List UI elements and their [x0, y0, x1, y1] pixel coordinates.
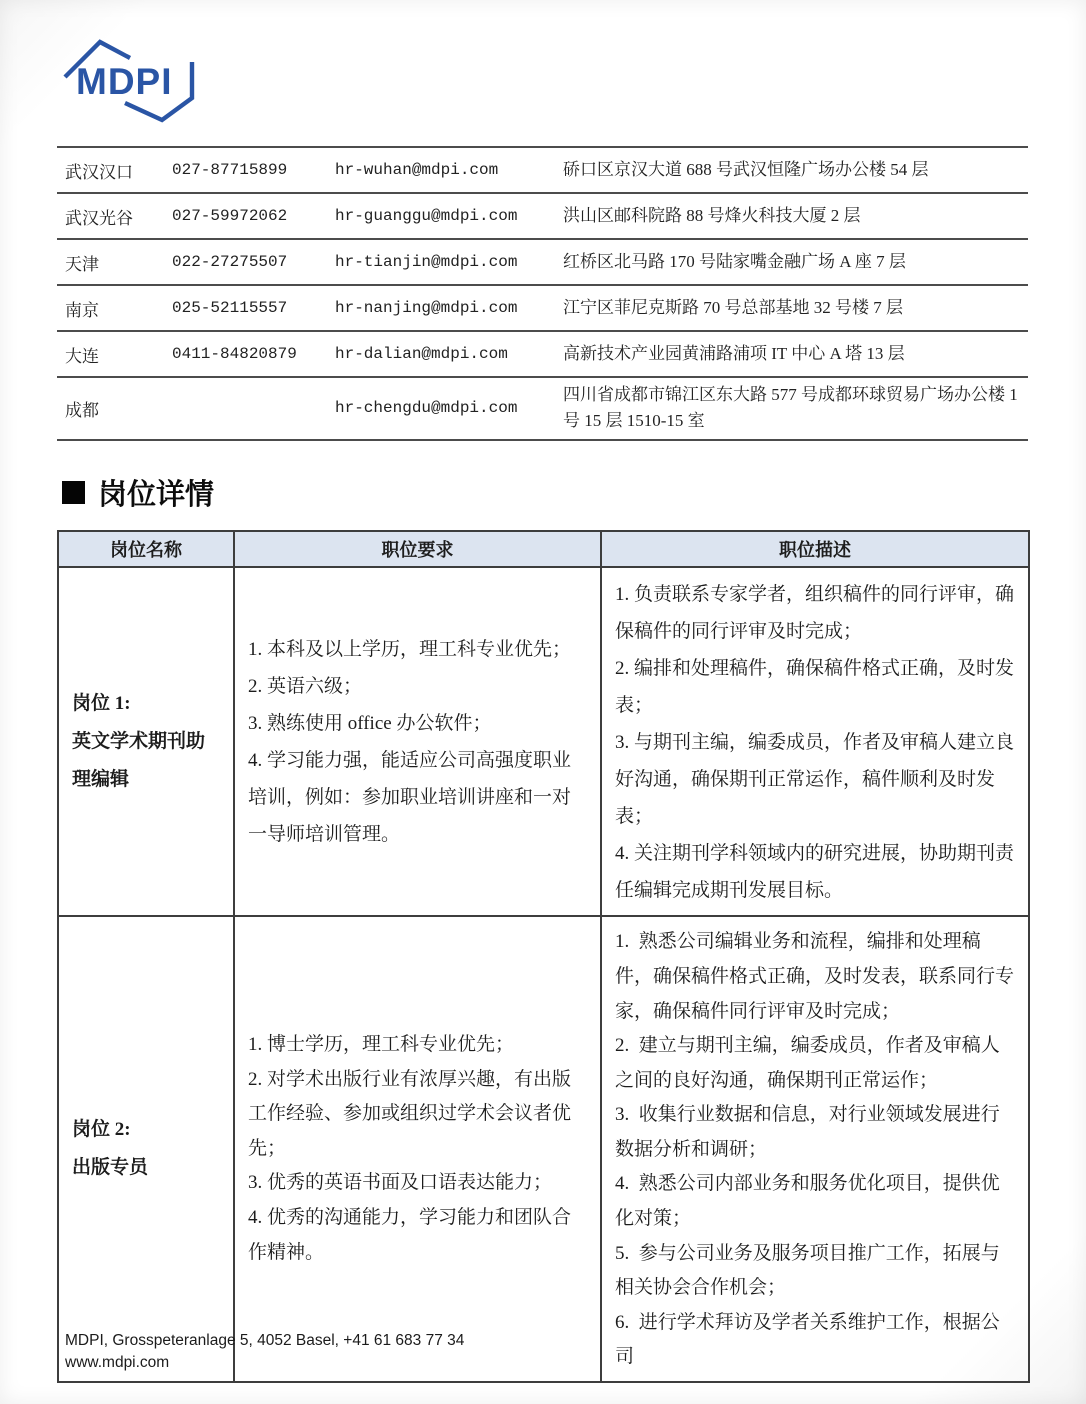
requirement-item: 4. 优秀的沟通能力，学习能力和团队合作精神。 — [248, 1207, 572, 1263]
description-item: 4. 关注期刊学科领域内的研究进展，协助期刊责任编辑完成期刊发展目标。 — [615, 843, 1015, 902]
office-city: 天津 — [57, 239, 164, 285]
job-description-cell — [601, 567, 1029, 916]
description-item: 6. 进行学术拜访及学者关系维护工作，根据公司 — [615, 1311, 1000, 1368]
requirement-item: 2. 对学术出版行业有浓厚兴趣，有出版工作经验、参加或组织过学术会议者优先； — [248, 1068, 572, 1159]
job-table-header-row — [58, 531, 1029, 567]
office-address: 硚口区京汉大道 688 号武汉恒隆广场办公楼 54 层 — [555, 147, 1028, 193]
office-address: 高新技术产业园黄浦路浦项 IT 中心 A 塔 13 层 — [555, 331, 1028, 377]
description-item: 2. 编排和处理稿件，确保稿件格式正确，及时发表； — [615, 658, 1015, 717]
job-number: 岗位 1: — [72, 692, 131, 714]
office-email: hr-nanjing@mdpi.com — [327, 285, 555, 331]
office-city: 武汉光谷 — [57, 193, 164, 239]
job-requirements-cell — [234, 916, 601, 1382]
footer-address: MDPI, Grosspeteranlage 5, 4052 Basel, +41 61 683 77 34 — [65, 1332, 465, 1349]
office-email: hr-chengdu@mdpi.com — [327, 377, 555, 440]
office-row — [57, 285, 1028, 331]
requirement-item: 1. 本科及以上学历，理工科专业优先； — [248, 638, 572, 660]
description-item: 4. 熟悉公司内部业务和服务优化项目，提供优化对策； — [615, 1173, 1000, 1230]
square-bullet-icon — [62, 481, 85, 504]
job-requirements-cell — [234, 567, 601, 916]
office-email: hr-guanggu@mdpi.com — [327, 193, 555, 239]
logo-wordmark: MDPI — [76, 61, 173, 102]
office-address: 江宁区菲尼克斯路 70 号总部基地 32 号楼 7 层 — [555, 285, 1028, 331]
job-number: 岗位 2: — [72, 1119, 131, 1141]
office-row — [57, 193, 1028, 239]
footer-website: www.mdpi.com — [65, 1354, 170, 1371]
office-address: 四川省成都市锦江区东大路 577 号成都环球贸易广场办公楼 1 号 15 层 1510-15 室 — [555, 377, 1028, 440]
office-address: 洪山区邮科院路 88 号烽火科技大厦 2 层 — [555, 193, 1028, 239]
job-title-cell — [58, 567, 234, 916]
office-phone: 0411-84820879 — [164, 331, 327, 377]
requirement-item: 3. 熟练使用 office 办公软件； — [248, 712, 492, 734]
office-email: hr-dalian@mdpi.com — [327, 331, 555, 377]
offices-contact-table — [57, 146, 1028, 441]
office-row — [57, 377, 1028, 440]
requirement-item: 3. 优秀的英语书面及口语表达能力； — [248, 1172, 553, 1194]
description-item: 3. 收集行业数据和信息，对行业领域发展进行数据分析和调研； — [615, 1104, 1000, 1160]
office-city: 南京 — [57, 285, 164, 331]
office-row — [57, 331, 1028, 377]
description-item: 1. 熟悉公司编辑业务和流程，编排和处理稿件，确保稿件格式正确，及时发表，联系同行专家，确保稿件同行评审及时完成； — [615, 931, 1015, 1022]
office-email: hr-tianjin@mdpi.com — [327, 239, 555, 285]
office-phone — [164, 377, 327, 440]
office-city: 武汉汉口 — [57, 147, 164, 193]
job-description-cell — [601, 916, 1029, 1382]
office-row — [57, 147, 1028, 193]
job-row-1 — [58, 567, 1029, 916]
job-details-table — [57, 530, 1030, 1383]
page-footer — [65, 1330, 464, 1374]
col-header-description: 职位描述 — [601, 531, 1029, 567]
description-item: 2. 建立与期刊主编，编委成员，作者及审稿人之间的良好沟通，确保期刊正常运作； — [615, 1035, 1000, 1091]
office-address: 红桥区北马路 170 号陆家嘴金融广场 A 座 7 层 — [555, 239, 1028, 285]
office-email: hr-wuhan@mdpi.com — [327, 147, 555, 193]
requirement-item: 1. 博士学历，理工科专业优先； — [248, 1034, 515, 1056]
description-item: 5. 参与公司业务及服务项目推广工作，拓展与相关协会合作机会； — [615, 1242, 1000, 1299]
office-phone: 025-52115557 — [164, 285, 327, 331]
col-header-requirements: 职位要求 — [234, 531, 601, 567]
requirement-item: 4. 学习能力强，能适应公司高强度职业培训，例如：参加职业培训讲座和一对一导师培训管理。 — [248, 749, 572, 845]
office-phone: 027-87715899 — [164, 147, 327, 193]
job-title-cell — [58, 916, 234, 1382]
job-title: 出版专员 — [72, 1157, 149, 1179]
description-item: 3. 与期刊主编，编委成员，作者及审稿人建立良好沟通，确保期刊正常运作，稿件顺利及时发表； — [615, 732, 1015, 828]
mdpi-logo — [58, 36, 206, 128]
section-title: 岗位详情 — [98, 479, 215, 511]
requirement-item: 2. 英语六级； — [248, 675, 363, 697]
office-city: 大连 — [57, 331, 164, 377]
description-item: 1. 负责联系专家学者，组织稿件的同行评审，确保稿件的同行评审及时完成； — [615, 584, 1015, 643]
office-city: 成都 — [57, 377, 164, 440]
office-row — [57, 239, 1028, 285]
office-phone: 027-59972062 — [164, 193, 327, 239]
job-title: 英文学术期刊助理编辑 — [72, 730, 206, 790]
col-header-position-name: 岗位名称 — [58, 531, 234, 567]
section-heading — [62, 472, 214, 513]
job-row-2 — [58, 916, 1029, 1382]
office-phone: 022-27275507 — [164, 239, 327, 285]
